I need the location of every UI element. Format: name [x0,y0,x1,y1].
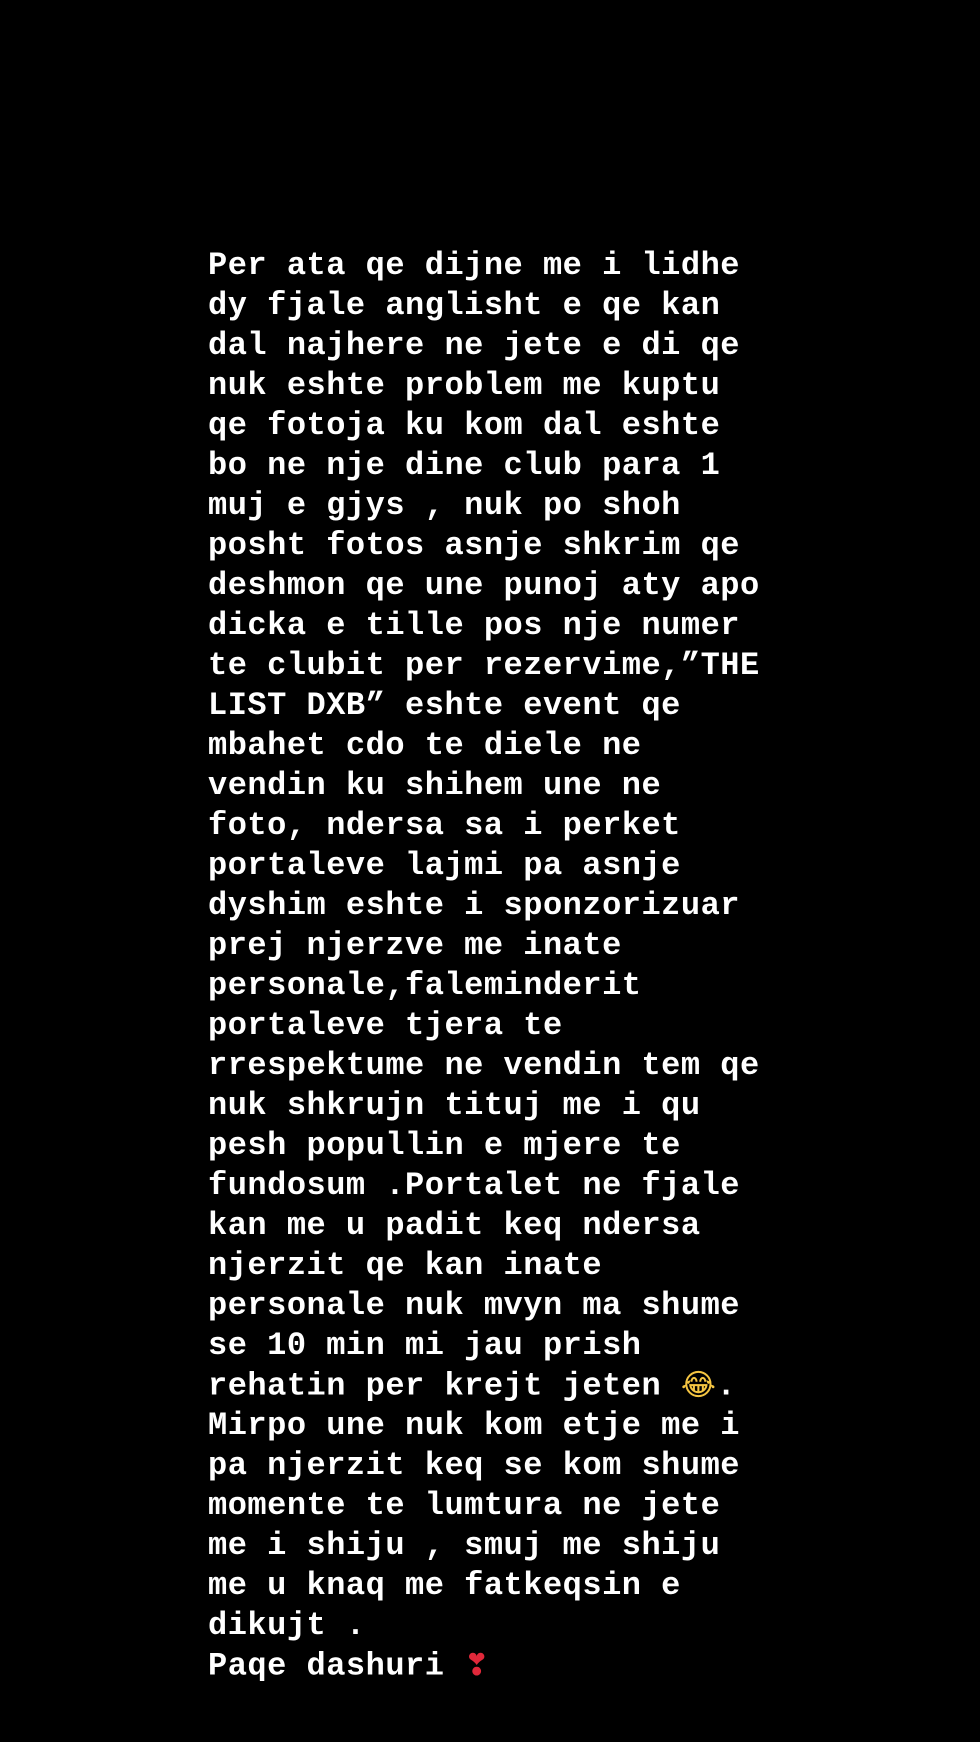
story-text-line: prej njerzve me inate [208,927,622,964]
story-text-line: dyshim eshte i sponzorizuar [208,887,740,924]
story-text-line: deshmon qe une punoj aty apo [208,567,760,604]
story-text-line: pesh popullin e mjere te [208,1127,681,1164]
story-text-segment: Paqe dashuri [208,1647,465,1685]
story-text-line: dicka e tille pos nje numer [208,607,740,644]
story-text-line: Mirpo une nuk kom etje me i [208,1407,740,1444]
story-text-line [208,1366,948,1406]
story-text-line: vendin ku shihem une ne [208,767,662,804]
story-text-line: foto, ndersa sa i perket [208,807,681,844]
story-text-segment: rehatin per krejt jeten [208,1367,681,1405]
story-text-line: dal najhere ne jete e di qe [208,327,740,364]
story-text-line: personale nuk mvyn ma shume [208,1287,740,1324]
story-text-line: nuk shkrujn tituj me i qu [208,1087,701,1124]
story-text-line: pa njerzit keq se kom shume [208,1447,740,1484]
story-text-line: personale,faleminderit [208,967,642,1004]
story-text-line: qe fotoja ku kom dal eshte [208,407,721,444]
story-text-line: me i shiju , smuj me shiju [208,1527,721,1564]
heart-exclamation-emoji-icon: ❣ [464,1648,490,1683]
story-text-line: me u knaq me fatkeqsin e [208,1567,681,1604]
story-text-line: bo ne nje dine club para 1 [208,447,721,484]
story-text-line: portaleve lajmi pa asnje [208,847,681,884]
story-text-line: portaleve tjera te [208,1007,563,1044]
story-text-line: posht fotos asnje shkrim qe [208,527,740,564]
story-text-line: Per ata qe dijne me i lidhe [208,247,740,284]
story-text-line: njerzit qe kan inate [208,1247,603,1284]
story-text-line: rrespektume ne vendin tem qe [208,1047,760,1084]
story-text-line: dikujt . [208,1607,366,1644]
story-text-line: mbahet cdo te diele ne [208,727,642,764]
story-text-line: nuk eshte problem me kuptu [208,367,721,404]
story-text-block [208,246,948,1686]
story-text-segment: . [716,1367,737,1405]
laughing-emoji-icon: 😂 [680,1368,717,1403]
story-text-line: muj e gjys , nuk po shoh [208,487,681,524]
story-text-line: dy fjale anglisht e qe kan [208,287,721,324]
story-text-line: te clubit per rezervime,”THE [208,647,760,684]
story-text-line: fundosum .Portalet ne fjale [208,1167,740,1204]
story-text-line: momente te lumtura ne jete [208,1487,721,1524]
story-text-line: LIST DXB” eshte event qe [208,687,681,724]
story-text-line: se 10 min mi jau prish [208,1327,642,1364]
story-text-line [208,1646,948,1686]
story-text-line: kan me u padit keq ndersa [208,1207,701,1244]
